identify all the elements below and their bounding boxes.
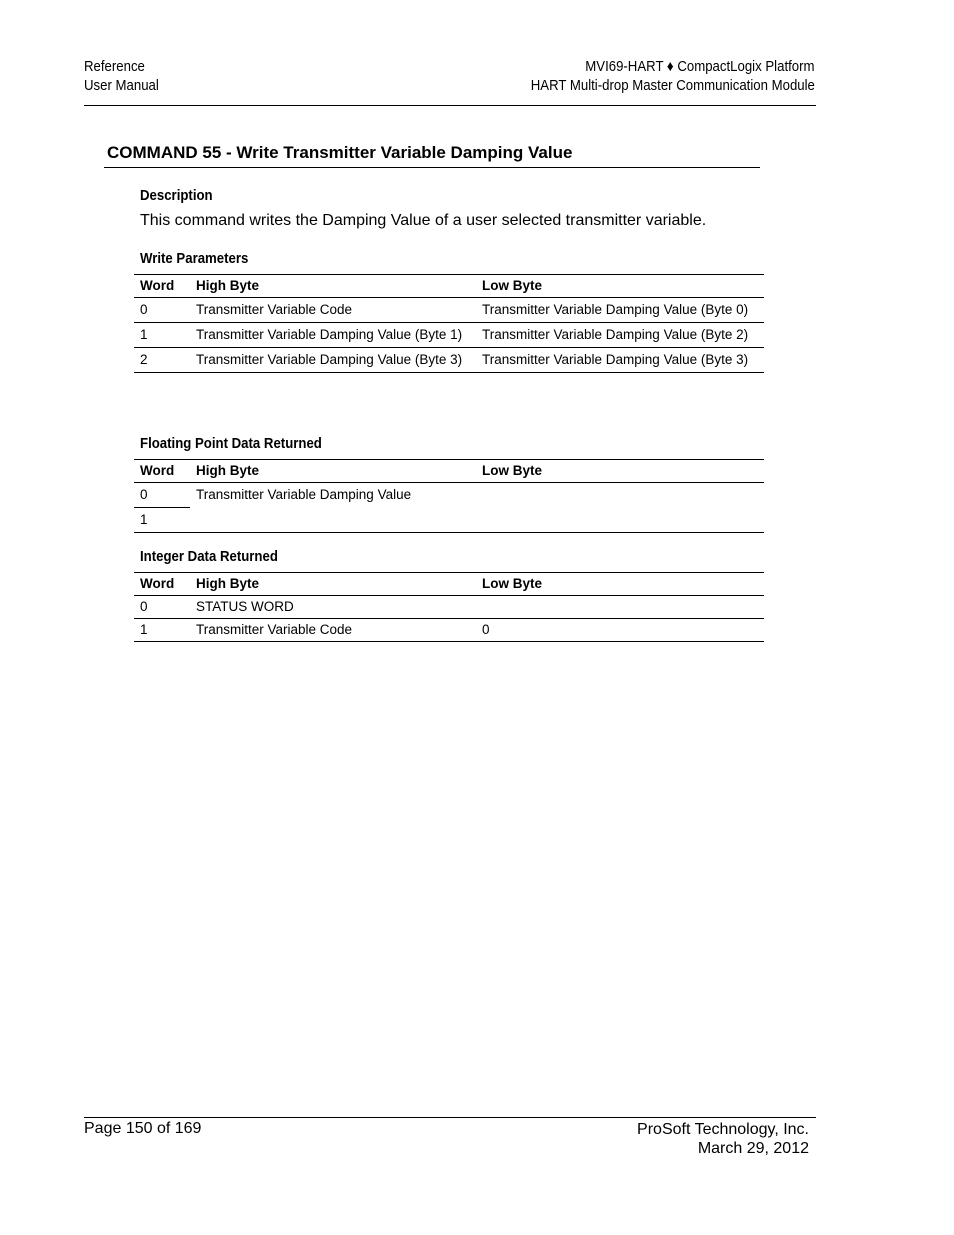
title-divider (104, 167, 760, 168)
table-header-row (134, 573, 764, 596)
high-byte-cell: Transmitter Variable Damping Value (Byte 3) (190, 348, 476, 373)
table-row (134, 483, 764, 508)
header-module: HART Multi-drop Master Communication Module (530, 77, 815, 94)
page-header (84, 57, 815, 105)
description-text: This command writes the Damping Value of a user selected transmitter variable. (140, 212, 707, 229)
section-title: COMMAND 55 - Write Transmitter Variable Damping Value (107, 143, 573, 162)
low-byte-cell: Transmitter Variable Damping Value (Byte 3) (476, 348, 764, 373)
column-header: Low Byte (476, 460, 764, 483)
word-cell: 0 (134, 483, 190, 508)
publish-date: March 29, 2012 (697, 1140, 809, 1157)
floating-point-table (134, 459, 764, 533)
low-byte-cell (476, 596, 764, 619)
word-cell: 1 (134, 508, 190, 533)
column-header: Word (134, 275, 190, 298)
high-byte-cell: Transmitter Variable Code (190, 619, 476, 642)
write-parameters-heading: Write Parameters (140, 250, 249, 267)
column-header: Word (134, 573, 190, 596)
word-cell: 1 (134, 619, 190, 642)
merged-value-cell: Transmitter Variable Damping Value (190, 483, 764, 533)
table-header-row (134, 460, 764, 483)
high-byte-cell: Transmitter Variable Code (190, 298, 476, 323)
floating-point-heading: Floating Point Data Returned (140, 435, 322, 452)
word-cell: 2 (134, 348, 190, 373)
low-byte-cell: Transmitter Variable Damping Value (Byte 0) (476, 298, 764, 323)
description-heading: Description (140, 187, 213, 204)
column-header: High Byte (190, 275, 476, 298)
word-cell: 0 (134, 298, 190, 323)
table-header-row (134, 275, 764, 298)
footer-right (637, 1120, 809, 1158)
table-row (134, 619, 764, 642)
header-product: MVI69-HART ♦ CompactLogix Platform (585, 58, 815, 75)
write-parameters-table (134, 274, 764, 373)
footer-divider (84, 1117, 816, 1118)
page-number: Page 150 of 169 (84, 1120, 202, 1137)
column-header: Low Byte (476, 275, 764, 298)
low-byte-cell: 0 (476, 619, 764, 642)
integer-data-heading: Integer Data Returned (140, 548, 278, 565)
table-row (134, 298, 764, 323)
word-cell: 1 (134, 323, 190, 348)
column-header: Word (134, 460, 190, 483)
header-doc-type: User Manual (84, 77, 159, 94)
column-header: High Byte (190, 573, 476, 596)
table-row (134, 323, 764, 348)
high-byte-cell: Transmitter Variable Damping Value (Byte 1) (190, 323, 476, 348)
low-byte-cell: Transmitter Variable Damping Value (Byte 2) (476, 323, 764, 348)
table-row (134, 596, 764, 619)
high-byte-cell: STATUS WORD (190, 596, 476, 619)
company-name: ProSoft Technology, Inc. (637, 1121, 809, 1138)
column-header: High Byte (190, 460, 476, 483)
header-left (84, 57, 169, 95)
word-cell: 0 (134, 596, 190, 619)
integer-data-table (134, 572, 764, 642)
column-header: Low Byte (476, 573, 764, 596)
table-row (134, 348, 764, 373)
header-divider (84, 105, 816, 106)
header-right (492, 57, 815, 95)
header-section: Reference (84, 58, 145, 75)
